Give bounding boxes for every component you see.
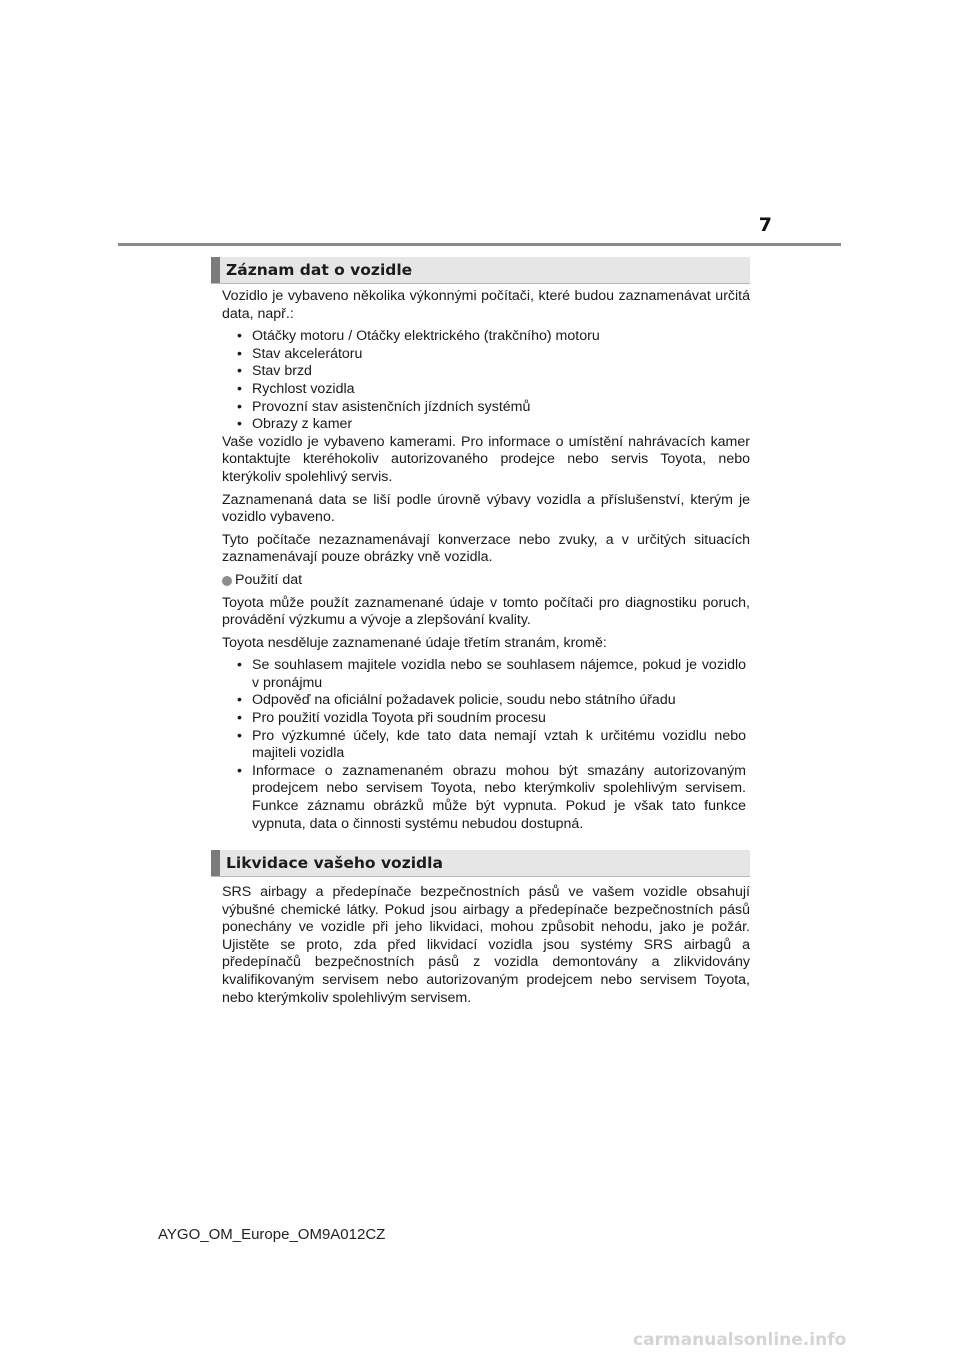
- section-header-vehicle-data-recording: [211, 257, 750, 284]
- section-body-vehicle-data-recording: [222, 288, 750, 833]
- data-usage-subheading: [222, 572, 750, 590]
- list-item: • Pro výzkumné účely, kde tato data nemají vztah k určitému vozidlu nebo majiteli vozidla: [222, 728, 750, 763]
- bullet-circle-icon: [222, 576, 232, 586]
- list-item: • Stav akcelerátoru: [222, 346, 750, 364]
- section-body-vehicle-disposal: [222, 884, 750, 1007]
- list-item: • Se souhlasem majitele vozidla nebo se souhlasem nájemce, pokud je vozidlo v pronájmu: [222, 657, 750, 692]
- list-item: • Obrazy z kamer: [222, 416, 750, 434]
- data-usage-paragraph: Toyota může použít zaznamenané údaje v tomto počítači pro diagnostiku poruch, provádění výzkumu a vývoje a zlepšování kvality.: [222, 594, 750, 629]
- section-title: Likvidace vašeho vozidla: [226, 854, 443, 872]
- document-code: AYGO_OM_Europe_OM9A012CZ: [158, 1226, 386, 1243]
- intro-paragraph: Vozidlo je vybaveno několika výkonnými počítači, které budou zaznamenávat určitá data, např.:: [222, 288, 750, 322]
- section-header-bar: [211, 850, 220, 876]
- list-item: • Odpověď na oficiální požadavek policie, soudu nebo státního úřadu: [222, 692, 750, 710]
- list-item: • Provozní stav asistenčních jízdních systémů: [222, 399, 750, 417]
- page-number: 7: [758, 214, 772, 236]
- disposal-paragraph: SRS airbagy a předepínače bezpečnostních pásů ve vašem vozidle obsahují výbušné chemické látky. Pokud jsou airbagy a předepínače bezpečnostních pásů ponechány ve vozidle při jeho likvidaci, mohou způsobit nehodu, jako je požár. Ujistěte se proto, zda před likvidací vozidla jsou systémy SRS airbagů a předepínačů bezpečnostních pásů z vozidla demontovány a zlikvidovány kvalifikovaným servisem nebo autorizovaným prodejcem nebo servisem Toyota, nebo kterýmkoliv spolehlivým servisem.: [222, 884, 750, 1006]
- section-title: Záznam dat o vozidle: [226, 261, 413, 279]
- data-variation-paragraph: Zaznamenaná data se liší podle úrovně výbavy vozidla a příslušenství, kterým je vozidlo vybaveno.: [222, 491, 750, 526]
- exceptions-list: [222, 657, 750, 833]
- section-header-vehicle-disposal: [211, 850, 750, 877]
- list-item: • Stav brzd: [222, 363, 750, 381]
- list-item: • Pro použití vozidla Toyota při soudním procesu: [222, 710, 750, 728]
- watermark: carmanualsonline.info: [633, 1330, 847, 1350]
- header-divider: [118, 243, 841, 246]
- section-header-bar: [211, 257, 220, 283]
- list-item: • Informace o zaznamenaném obrazu mohou být smazány autorizovaným prodejcem nebo servisem Toyota, nebo kterýmkoliv spolehlivým servisem. Funkce záznamu obrázků může být vypnuta. Pokud je však tato funkce vypnuta, data o činnosti systému nebudou dostupná.: [222, 763, 750, 833]
- camera-note-paragraph: Vaše vozidlo je vybaveno kamerami. Pro informace o umístění nahrávacích kamer kontaktujte kteréhokoliv autorizovaného prodejce nebo servis Toyota, nebo kterýkoliv spolehlivý servis.: [222, 433, 750, 485]
- no-audio-paragraph: Tyto počítače nezaznamenávají konverzace nebo zvuky, a v určitých situacích zaznamenávají pouze obrázky vně vozidla.: [222, 531, 750, 566]
- recorded-data-list: [222, 328, 750, 434]
- list-item: • Rychlost vozidla: [222, 381, 750, 399]
- third-party-paragraph: Toyota nesděluje zaznamenané údaje třetím stranám, kromě:: [222, 634, 607, 651]
- subheading-label: Použití dat: [235, 571, 303, 588]
- list-item: • Otáčky motoru / Otáčky elektrického (trakčního) motoru: [222, 328, 750, 346]
